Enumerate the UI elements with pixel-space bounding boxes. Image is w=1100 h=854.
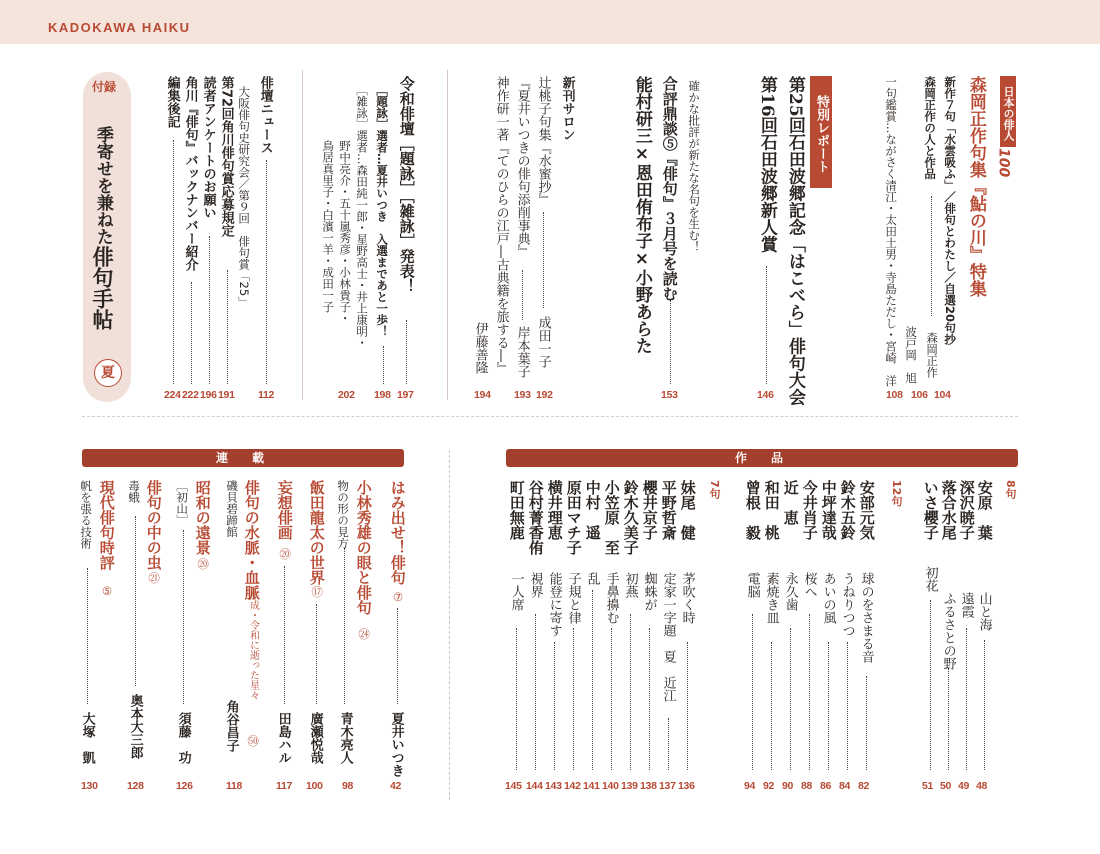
salon-l3-author: 伊藤善隆 [472, 322, 488, 374]
work-title: 定家一字題 夏 近江 [660, 572, 676, 702]
reiwa-page: 197 [397, 389, 414, 401]
rensai-author: 角谷昌子 [223, 700, 239, 752]
rensai-num: ㉔ [357, 628, 372, 640]
work-name: 落合水尾 [939, 480, 958, 540]
work-page: 137 [659, 780, 676, 792]
group-tag: 8句 [1004, 480, 1017, 499]
work-title: 視界 [527, 572, 543, 598]
rensai-title: 飯田龍太の世界 [307, 480, 326, 585]
rensai-num: ⑰ [310, 586, 325, 598]
work-title: 遠霞 [958, 592, 974, 618]
work-page: 82 [858, 780, 870, 792]
rensai-page: 128 [127, 780, 144, 792]
work-name: 安部元気 [857, 480, 876, 540]
work-page: 138 [640, 780, 657, 792]
work-title: あいの風 [820, 572, 836, 624]
report-page: 146 [757, 389, 774, 401]
work-title: 初花 [922, 566, 938, 592]
salon-l1-author: 成田一子 [535, 316, 551, 368]
work-page: 84 [839, 780, 851, 792]
work-title: 素焼き皿 [763, 572, 779, 624]
work-title: 桜へ [801, 572, 817, 598]
work-name: 鈴木五鈴 [838, 480, 857, 540]
work-name: 鈴木久美子 [621, 480, 640, 555]
work-name: 中村 遥 [583, 480, 602, 540]
rensai-page: 42 [390, 780, 402, 792]
rensai-title: 昭和の遠景 [193, 480, 212, 555]
award-page: 191 [218, 389, 235, 401]
news-title: 俳壇ニュース [257, 76, 273, 154]
work-page: 51 [922, 780, 934, 792]
salon-l3-page: 194 [474, 389, 491, 401]
work-title: 蜘蛛が [641, 572, 657, 611]
award-title: 第72回角川俳句賞応募規定 [218, 76, 234, 238]
work-page: 144 [526, 780, 543, 792]
rensai-title: 小林秀雄の眼と俳句 [354, 480, 373, 615]
work-title: ふるさとの野 [940, 592, 956, 670]
work-page: 50 [940, 780, 952, 792]
work-page: 136 [678, 780, 695, 792]
work-page: 142 [564, 780, 581, 792]
work-page: 145 [505, 780, 522, 792]
gappyo-names: 能村研三×恩田侑布子×小野あらた [631, 76, 652, 354]
rensai-title: 現代俳句時評 [97, 480, 116, 570]
work-title: 永久歯 [782, 572, 798, 611]
salon-l3: 神作研一著『てのひらの江戸―古典籍を旅する―』 [493, 76, 509, 375]
rensai-title: 妄想俳画 [275, 480, 294, 540]
feature-badge-num: 100 [995, 148, 1012, 178]
sakuhin-header: 作 品 [506, 449, 1018, 467]
work-name: 横井理恵 [545, 480, 564, 540]
furoku-title-pre: 季寄せを兼ねた [92, 126, 113, 245]
furoku-title: 俳句手帖 [90, 246, 116, 330]
reiwa-line4: 鳥居真里子・白濱一羊・成田一子 [321, 140, 336, 313]
rensai-sub: ［初山］ [175, 480, 190, 526]
backnum-title: 角川『俳句』バックナンバー紹介 [182, 76, 198, 271]
feature-l2-page: 106 [911, 389, 928, 401]
reiwa-line3: 野中亮介・五十嵐秀彦・小林貴子・ [338, 140, 353, 324]
rensai-author: 奥本大三郎 [127, 694, 143, 759]
work-title: うねりつつ [839, 572, 855, 637]
report-badge: 特別レポート [810, 76, 832, 188]
work-title: 子規と律 [565, 572, 581, 624]
feature-l2: 森岡正作の人と作品 [923, 76, 938, 180]
work-title: 手鼻擤む [603, 572, 619, 624]
work-page: 141 [583, 780, 600, 792]
rensai-title: 俳句の水脈・血脈 [242, 480, 261, 600]
work-title: 球のをさまる音 [858, 572, 874, 663]
work-name: 小笠原 至 [602, 480, 621, 555]
work-page: 143 [545, 780, 562, 792]
rensai-page: 130 [81, 780, 98, 792]
feature-badge: 日本の俳人 [1000, 76, 1016, 147]
work-name: 原田マチ子 [564, 480, 583, 555]
work-page: 88 [801, 780, 813, 792]
reiwa-line2: ［雑詠］選者…森田純一郎・星野高士・井上康明・ [355, 84, 370, 349]
work-page: 94 [744, 780, 756, 792]
gappyo-title: 合評鼎談⑤『俳句』３月号を読む [660, 76, 679, 301]
feature-l1-page: 104 [934, 389, 951, 401]
salon-l1-page: 192 [536, 389, 553, 401]
feature-l3: 一句鑑賞…ながさく清江・太田土男・寺島ただし・宮崎 洋 [884, 76, 899, 387]
rensai-page: 118 [226, 780, 243, 792]
work-page: 86 [820, 780, 832, 792]
work-title: 一人席 [508, 572, 524, 611]
work-name: 平野哲斎 [659, 480, 678, 540]
editor-page: 224 [164, 389, 181, 401]
rensai-page: 117 [276, 780, 293, 792]
work-title: 山と海 [976, 592, 992, 631]
work-title: 電脳 [744, 572, 760, 598]
work-name: 谷村菁香侑 [526, 480, 545, 555]
reiwa-line4-page: 202 [338, 389, 355, 401]
rensai-title: 俳句の中の虫 [144, 480, 163, 570]
rensai-page: 126 [176, 780, 193, 792]
work-name: いさ櫻子 [921, 480, 940, 540]
survey-page: 196 [200, 389, 217, 401]
work-name: 今井肖子 [800, 480, 819, 540]
group-tag: 12句 [890, 480, 903, 507]
salon-l2-author: 岸本葉子 [514, 326, 530, 378]
work-name: 町田無鹿 [507, 480, 526, 540]
work-page: 49 [958, 780, 970, 792]
reiwa-line1: ［題詠］選者…夏井いつき 入選まであと一歩！ [375, 84, 390, 337]
salon-l1: 辻桃子句集『水蜜抄』 [535, 76, 551, 206]
rensai-header: 連 載 [82, 449, 404, 467]
work-page: 140 [602, 780, 619, 792]
reiwa-title: 令和俳壇［題詠］［雑詠］発表！ [397, 76, 416, 294]
reiwa-line1-page: 198 [374, 389, 391, 401]
feature-l3-page: 108 [886, 389, 903, 401]
rensai-author: 田島ハル [275, 712, 291, 764]
group-tag: 7句 [708, 480, 721, 499]
rensai-num: ⑤ [100, 584, 115, 598]
work-title: 茅吹く時 [679, 572, 695, 624]
rensai-author: 須藤 功 [175, 712, 191, 764]
rensai-page: 100 [306, 780, 323, 792]
work-title: 乱 [584, 572, 600, 585]
salon-l2-page: 193 [514, 389, 531, 401]
editor-title: 編集後記 [164, 76, 180, 128]
news-page: 112 [258, 389, 275, 401]
rensai-sub-red: 平成・令和に逝った星々 [247, 590, 259, 700]
work-name: 安原 葉 [975, 480, 994, 540]
rensai-sub: 毒蛾 [127, 480, 142, 503]
rensai-sub: 物の形の見方 [336, 480, 351, 549]
feature-l1-author: 森岡正作 [925, 332, 940, 378]
rensai-num: ⑳ [278, 548, 293, 560]
rensai-num: ⑳ [196, 558, 211, 570]
feature-l2-author: 波戸岡 旭 [904, 326, 919, 384]
work-name: 深沢暁子 [957, 480, 976, 540]
rensai-sub: 磯貝碧蹄館 [225, 480, 240, 538]
work-page: 90 [782, 780, 794, 792]
survey-title: 読者アンケートのお願い [200, 76, 216, 219]
rensai-author: 青木亮人 [337, 712, 353, 764]
work-title: 能登に寄す [546, 572, 562, 637]
work-name: 櫻井京子 [640, 480, 659, 540]
news-sub: 大阪俳句史研究会／第９回 俳句賞「25」 [237, 86, 252, 308]
rensai-author: 廣瀬悦哉 [307, 712, 323, 764]
salon-title: 新刊サロン [559, 76, 575, 141]
work-title: 初燕 [622, 572, 638, 598]
report-l2: 第16回石田波郷新人賞 [756, 76, 777, 253]
work-name: 妹尾 健 [678, 480, 697, 540]
work-page: 139 [621, 780, 638, 792]
rensai-author: 夏井いつき [388, 712, 404, 777]
work-name: 近 恵 [781, 480, 800, 525]
salon-l2: 『夏井いつきの俳句添削事典』 [514, 76, 530, 258]
feature-l1: 新作７句「水雲吸ふ」／俳句とわたし／自選20句抄 [943, 76, 958, 346]
rensai-title: はみ出せ！俳句 [388, 480, 407, 585]
work-page: 92 [763, 780, 775, 792]
furoku-label: 付録 [92, 80, 117, 94]
backnum-page: 222 [182, 389, 199, 401]
report-l1: 第25回石田波郷記念「はこべら」俳句大会 [784, 76, 805, 406]
rensai-page: 98 [342, 780, 354, 792]
gappyo-lead: 確かな批評が新たな名句を生む！ [687, 80, 702, 253]
rensai-num: ㉑ [147, 572, 162, 584]
gappyo-page: 153 [661, 389, 678, 401]
rensai-sub: 帆を張る技術 [79, 480, 94, 549]
work-name: 和田 桃 [762, 480, 781, 540]
work-name: 曾根 毅 [743, 480, 762, 540]
rensai-num: ㊿ [246, 735, 261, 747]
season-badge: 夏 [94, 359, 122, 387]
feature-title: 森岡正作句集『鮎の川』特集 [965, 76, 986, 297]
work-page: 48 [976, 780, 988, 792]
brand-name: KADOKAWA HAIKU [48, 20, 191, 35]
rensai-num: ⑦ [391, 590, 406, 604]
rensai-author: 大塚 凱 [79, 712, 95, 764]
work-name: 中坪達哉 [819, 480, 838, 540]
